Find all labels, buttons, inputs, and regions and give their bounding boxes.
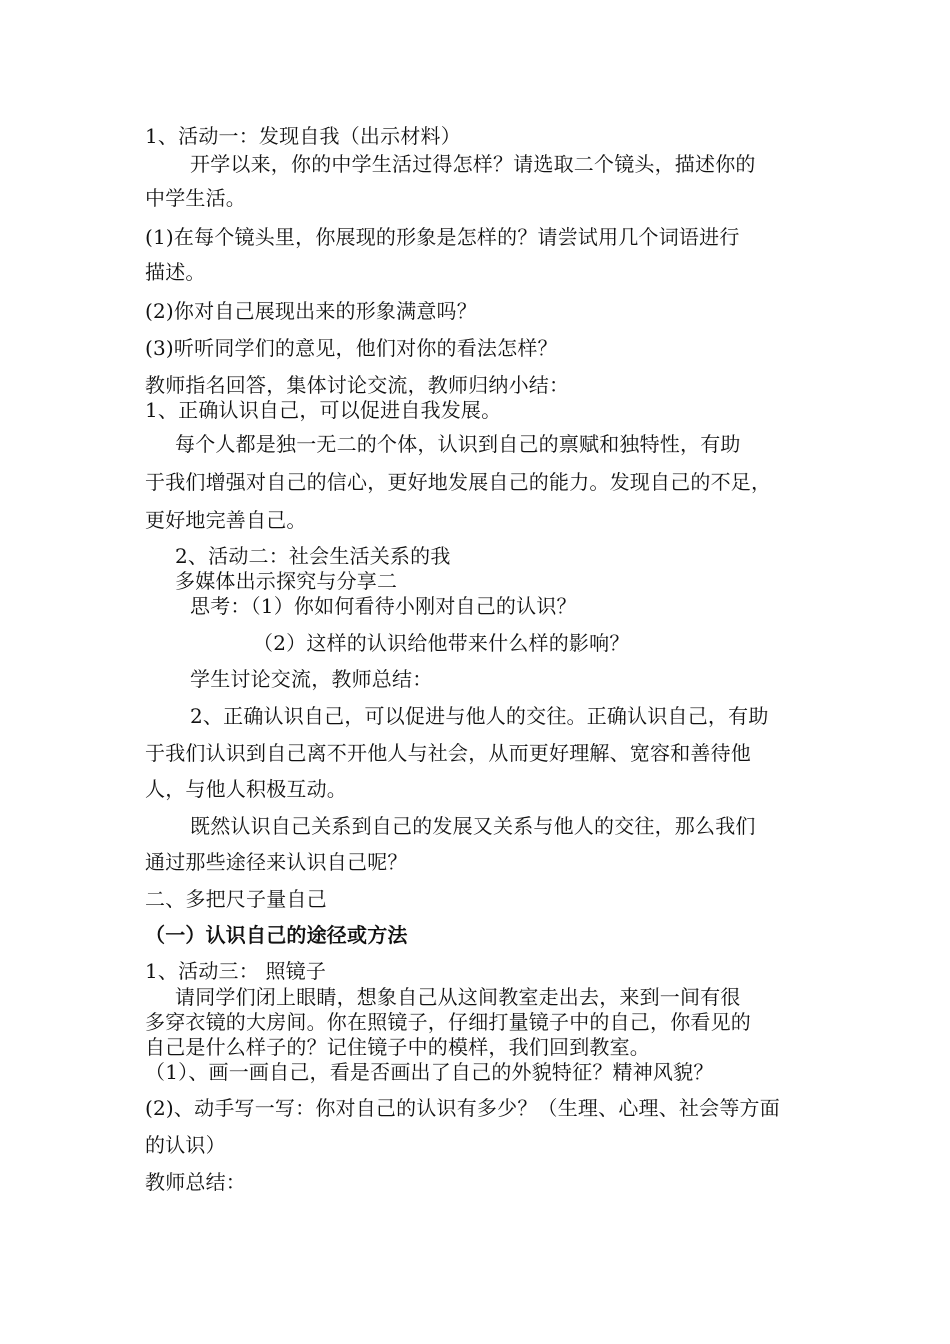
paragraph-line: 开学以来，你的中学生活过得怎样？请选取二个镜头，描述你的 [190,152,756,176]
paragraph-line: 于我们增强对自己的信心，更好地发展自己的能力。发现自己的不足， [145,470,772,494]
paragraph-line: 多媒体出示探究与分享二 [175,569,398,593]
paragraph-line: 通过那些途径来认识自己呢？ [145,850,408,874]
paragraph-line: 教师总结： [145,1170,246,1194]
activity-three-heading: 1、活动三： 照镜子 [145,959,327,983]
paragraph-line: 于我们认识到自己离不开他人与社会，从而更好理解、宽容和善待他 [145,741,751,765]
subsection-heading: （一）认识自己的途径或方法 [145,923,408,947]
paragraph-line: 既然认识自己关系到自己的发展又关系与他人的交往，那么我们 [190,814,756,838]
question-line: (1)在每个镜头里，你展现的形象是怎样的？请尝试用几个词语进行 [145,225,740,249]
paragraph-line: 请同学们闭上眼睛，想象自己从这间教室走出去，来到一间有很 [175,985,741,1009]
question-line: （1）、画一画自己，看是否画出了自己的外貌特征？精神风貌？ [145,1060,714,1084]
paragraph-line: 学生讨论交流，教师总结： [190,667,433,691]
paragraph-line: 的认识） [145,1133,226,1157]
paragraph-line: 教师指名回答，集体讨论交流，教师归纳小结： [145,373,570,397]
paragraph-line: 多穿衣镜的大房间。你在照镜子，仔细打量镜子中的自己，你看见的 [145,1010,751,1034]
question-line: (2)、动手写一写：你对自己的认识有多少？（生理、心理、社会等方面 [145,1096,780,1120]
paragraph-line: 人，与他人积极互动。 [145,777,347,801]
question-line: (2)你对自己展现出来的形象满意吗？ [145,299,477,323]
section-heading: 二、多把尺子量自己 [145,887,327,911]
conclusion-heading: 2、正确认识自己，可以促进与他人的交往。正确认识自己，有助 [190,704,769,728]
question-line: 思考：（1）你如何看待小刚对自己的认识？ [190,594,577,618]
activity-two-heading: 2、活动二：社会生活关系的我 [175,544,451,568]
paragraph-line: 中学生活。 [145,186,246,210]
question-line: （2）这样的认识给他带来什么样的影响？ [253,631,630,655]
activity-one-heading: 1、活动一：发现自我（出示材料） [145,124,461,148]
paragraph-line: 每个人都是独一无二的个体，认识到自己的禀赋和独特性，有助 [175,432,741,456]
question-line: 描述。 [145,260,206,284]
paragraph-line: 自己是什么样子的？记住镜子中的模样，我们回到教室。 [145,1035,650,1059]
conclusion-heading: 1、正确认识自己，可以促进自我发展。 [145,398,502,422]
paragraph-line: 更好地完善自己。 [145,508,307,532]
question-line: (3)听听同学们的意见，他们对你的看法怎样？ [145,336,558,360]
